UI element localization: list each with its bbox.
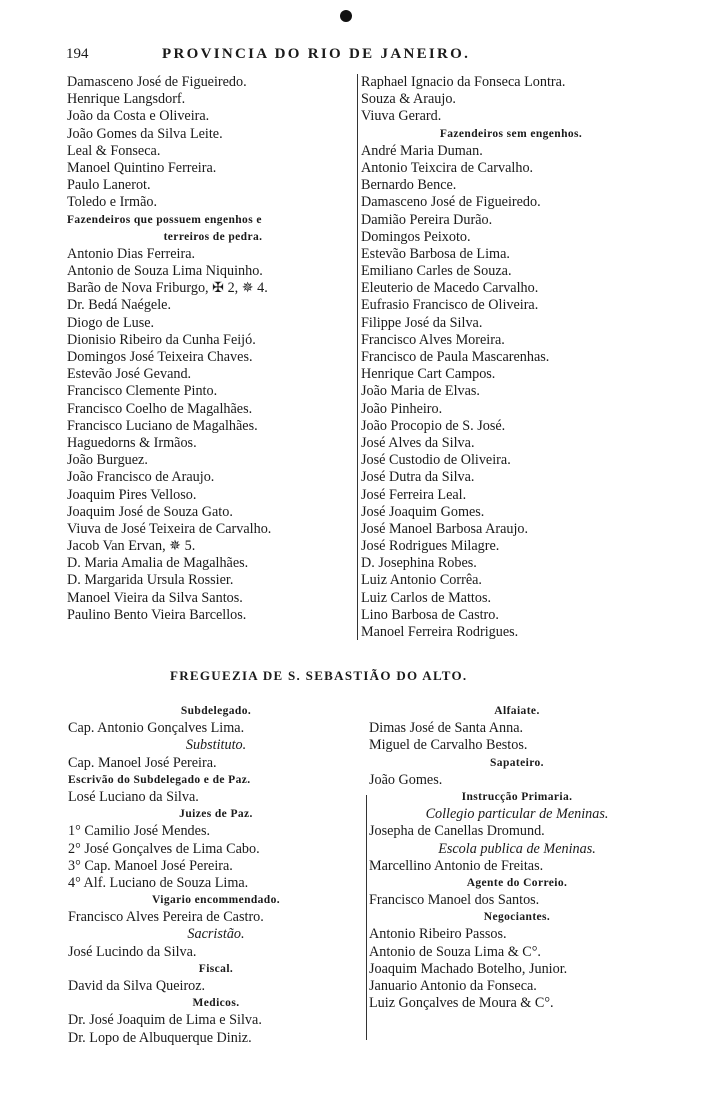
list-entry: Lino Barbosa de Castro. — [361, 606, 499, 623]
list-entry: João Gomes. — [369, 771, 443, 788]
ink-dot — [340, 10, 352, 22]
list-entry: Henrique Cart Campos. — [361, 366, 496, 383]
list-entry: Francisco Alves Moreira. — [361, 331, 505, 348]
list-entry: João Francisco de Araujo. — [67, 469, 215, 486]
list-entry: José Alves da Silva. — [361, 434, 475, 451]
list-entry: Barão de Nova Friburgo, ✠ 2, ✵ 4. — [67, 280, 268, 297]
list-entry: Eleuterio de Macedo Carvalho. — [361, 280, 539, 297]
list-entry: Filippe José da Silva. — [361, 314, 483, 331]
category-heading: Fazendeiros que possuem engenhos e — [67, 213, 262, 226]
list-entry: Dr. Bedá Naégele. — [67, 297, 171, 314]
list-entry: Francisco Luciano de Magalhães. — [67, 417, 258, 434]
category-heading: Fiscal. — [198, 962, 234, 975]
right-column-top — [361, 74, 661, 641]
list-entry: José Rodrigues Milagre. — [361, 538, 500, 555]
list-entry: 4° Alf. Luciano de Souza Lima. — [68, 874, 249, 891]
list-entry: Viuva de José Teixeira de Carvalho. — [67, 520, 272, 537]
list-entry: Luiz Antonio Corrêa. — [361, 572, 482, 589]
column-divider-top — [357, 74, 358, 640]
list-entry: José Dutra da Silva. — [361, 469, 475, 486]
sub-heading: Collegio particular de Meninas. — [425, 806, 609, 823]
list-entry: João Pinheiro. — [361, 400, 443, 417]
list-entry: Francisco Alves Pereira de Castro. — [68, 909, 264, 926]
list-entry: José Custodio de Oliveira. — [361, 452, 511, 469]
category-heading: Escrivão do Subdelegado e de Paz. — [68, 773, 251, 786]
list-entry: Antonio de Souza Lima Niquinho. — [67, 263, 263, 280]
left-column-bottom — [68, 703, 364, 1047]
list-entry: Luiz Carlos de Mattos. — [361, 589, 492, 606]
running-title: PROVINCIA DO RIO DE JANEIRO. — [162, 46, 471, 62]
list-entry: Paulino Bento Vieira Barcellos. — [67, 606, 247, 623]
list-entry: Joaquim Machado Botelho, Junior. — [369, 960, 568, 977]
list-entry: Haguedorns & Irmãos. — [67, 434, 197, 451]
category-heading: terreiros de pedra. — [163, 230, 263, 243]
list-entry: Diogo de Luse. — [67, 314, 155, 331]
list-entry: Estevão José Gevand. — [67, 366, 192, 383]
list-entry: Manoel Vieira da Silva Santos. — [67, 589, 243, 606]
list-entry: Domingos Peixoto. — [361, 228, 471, 245]
list-entry: Henrique Langsdorf. — [67, 91, 186, 108]
list-entry: Dr. José Joaquim de Lima e Silva. — [68, 1012, 262, 1029]
list-entry: Jacob Van Ervan, ✵ 5. — [67, 538, 196, 555]
list-entry: Januario Antonio da Fonseca. — [369, 978, 537, 994]
sub-heading: Substituto. — [185, 737, 247, 754]
list-entry: Luiz Gonçalves de Moura & C°. — [369, 995, 554, 1012]
list-entry: Antonio Ribeiro Passos. — [369, 926, 507, 943]
category-heading: Instrucção Primaria. — [461, 790, 573, 803]
list-entry: André Maria Duman. — [361, 142, 483, 159]
list-entry: David da Silva Queiroz. — [68, 978, 206, 994]
list-entry: D. Margarida Ursula Rossier. — [67, 572, 234, 589]
list-entry: José Manoel Barbosa Araujo. — [361, 520, 529, 537]
column-divider-bottom — [366, 795, 367, 1040]
list-entry: Antonio Teixcira de Carvalho. — [361, 159, 534, 176]
list-entry: José Joaquim Gomes. — [361, 503, 485, 520]
page-header — [66, 46, 550, 66]
list-entry: Dr. Lopo de Albuquerque Diniz. — [68, 1029, 252, 1046]
list-entry: Raphael Ignacio da Fonseca Lontra. — [361, 74, 566, 90]
category-heading: Alfaiate. — [494, 705, 540, 717]
list-entry: 1° Camilio José Mendes. — [68, 823, 211, 840]
list-entry: José Lucindo da Silva. — [68, 943, 197, 960]
list-entry: Francisco Coelho de Magalhães. — [67, 400, 253, 417]
list-entry: D. Josephina Robes. — [361, 555, 477, 572]
sub-heading: Escola publica de Meninas. — [438, 840, 596, 857]
list-entry: José Ferreira Leal. — [361, 486, 467, 503]
list-entry: Manoel Ferreira Rodrigues. — [361, 624, 519, 640]
category-heading: Subdelegado. — [180, 705, 252, 717]
list-entry: Antonio Dias Ferreira. — [67, 245, 196, 262]
list-entry: Estevão Barbosa de Lima. — [361, 245, 510, 262]
list-entry: Marcellino Antonio de Freitas. — [369, 857, 544, 874]
list-entry: Josepha de Canellas Dromund. — [369, 823, 545, 840]
list-entry: Bernardo Bence. — [361, 177, 457, 194]
list-entry: Damasceno José de Figueiredo. — [67, 74, 247, 90]
list-entry: João Procopio de S. José. — [361, 417, 506, 434]
sub-heading: Sacristão. — [187, 926, 245, 943]
list-entry: João Gomes da Silva Leite. — [67, 125, 223, 142]
list-entry: 2° José Gonçalves de Lima Cabo. — [68, 840, 260, 857]
list-entry: Joaquim Pires Velloso. — [67, 486, 197, 503]
list-entry: Dionisio Ribeiro da Cunha Feijó. — [67, 331, 256, 348]
section-title: FREGUEZIA DE S. SEBASTIÃO DO ALTO. — [170, 668, 468, 683]
list-entry: Eufrasio Francisco de Oliveira. — [361, 297, 539, 314]
list-entry: Leal & Fonseca. — [67, 142, 161, 159]
list-entry: D. Maria Amalia de Magalhães. — [67, 555, 249, 572]
list-entry: Paulo Lanerot. — [67, 177, 151, 194]
category-heading: Juizes de Paz. — [179, 808, 253, 821]
list-entry: Cap. Manoel José Pereira. — [68, 754, 217, 771]
category-heading: Negociantes. — [483, 911, 551, 924]
category-heading: Vigario encommendado. — [151, 894, 281, 907]
list-entry: 3° Cap. Manoel José Pereira. — [68, 857, 233, 874]
list-entry: Emiliano Carles de Souza. — [361, 263, 512, 280]
category-heading: Agente do Correio. — [466, 876, 568, 889]
list-entry: Antonio de Souza Lima & C°. — [369, 943, 541, 960]
list-entry: Miguel de Carvalho Bestos. — [369, 737, 528, 754]
list-entry: Damasceno José de Figueiredo. — [361, 194, 541, 211]
category-heading: Sapateiro. — [490, 756, 544, 769]
list-entry: João Maria de Elvas. — [361, 383, 480, 400]
left-column-top — [67, 74, 359, 624]
list-entry: Losé Luciano da Silva. — [68, 788, 199, 805]
list-entry: Francisco de Paula Mascarenhas. — [361, 349, 550, 365]
list-entry: Francisco Clemente Pinto. — [67, 383, 218, 400]
page-number: 194 — [66, 46, 89, 62]
list-entry: Toledo e Irmão. — [67, 194, 158, 211]
list-entry: João Burguez. — [67, 452, 148, 469]
list-entry: Damião Pereira Durão. — [361, 211, 493, 228]
category-heading: Fazendeiros sem engenhos. — [439, 127, 583, 140]
list-entry: Francisco Manoel dos Santos. — [369, 892, 540, 909]
list-entry: Souza & Araujo. — [361, 91, 456, 108]
right-column-bottom — [369, 703, 665, 1012]
list-entry: Dimas José de Santa Anna. — [369, 720, 524, 737]
list-entry: João da Costa e Oliveira. — [67, 108, 210, 125]
list-entry: Cap. Antonio Gonçalves Lima. — [68, 720, 245, 737]
list-entry: Joaquim José de Souza Gato. — [67, 503, 233, 520]
list-entry: Viuva Gerard. — [361, 108, 442, 125]
list-entry: Manoel Quintino Ferreira. — [67, 159, 217, 176]
list-entry: Domingos José Teixeira Chaves. — [67, 349, 253, 365]
category-heading: Medicos. — [192, 997, 240, 1010]
